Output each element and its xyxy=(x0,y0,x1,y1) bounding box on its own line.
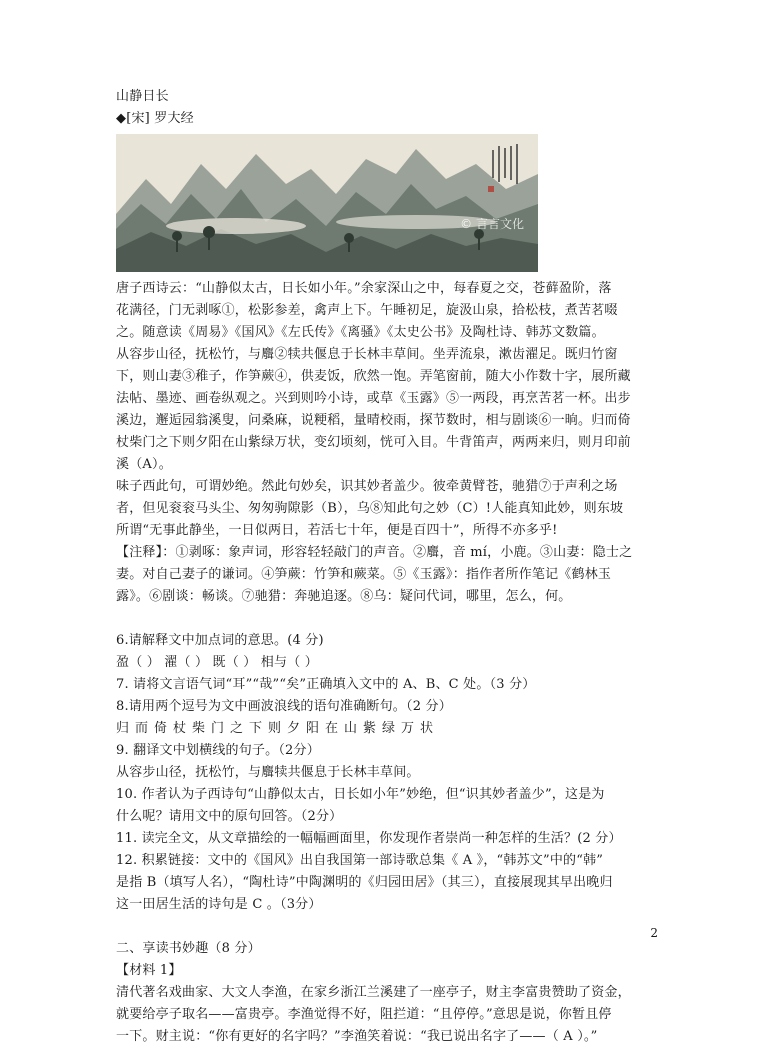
section-2-heading: 二、享读书妙趣（8 分） xyxy=(116,941,261,956)
question-6: 6.请解释文中加点词的意思。(4 分) xyxy=(116,633,324,648)
landscape-painting xyxy=(116,134,538,272)
annotation-line: 【注释】：①剥啄：象声词，形容轻轻敲门的声音。②麛，音 mí，小鹿。③山妻：隐士之 xyxy=(116,545,633,560)
spacer xyxy=(116,916,656,938)
question-9: 9. 翻译文中划横线的句子。（2分） xyxy=(116,743,320,758)
spacer xyxy=(116,608,656,630)
question-9-answer: 从容步山径，抚松竹，与麛犊共偃息于长林丰草间。 xyxy=(116,765,420,780)
passage-line: 溪边，邂逅园翁溪叟，问桑麻，说粳稻，量晴校雨，探节数时，相与剧谈⑥一晌。归而倚 xyxy=(116,413,631,428)
passage-line: 唐子西诗云：“山静似太古，日长如小年。”余家深山之中，每春夏之交，苍藓盈阶，落 xyxy=(116,281,612,296)
landscape-painting-image xyxy=(116,134,538,272)
question-12-cont: 是指 B（填写人名），“陶杜诗”中陶渊明的《归园田居》（其三），直接展现其早出晚归 xyxy=(116,875,613,890)
question-7: 7. 请将文言语气词“耳”“哉”“矣”正确填入文中的 A、B、C 处。（3 分） xyxy=(116,677,536,692)
question-10-cont: 什么呢？请用文中的原句回答。（2分） xyxy=(116,809,343,824)
passage-line: 之。随意读《周易》《国风》《左氏传》《离骚》《太史公书》及陶杜诗、韩苏文数篇。 xyxy=(116,325,605,340)
annotation-line: 妻。对自己妻子的谦词。④笋蕨：竹笋和蕨菜。⑤《玉露》：指作者所作笔记《鹤林玉 xyxy=(116,567,612,582)
material-line: 清代著名戏曲家、大文人李渔，在家乡浙江兰溪建了一座亭子，财主李富贵赞助了资金， xyxy=(116,985,631,1000)
page-number: 2 xyxy=(650,926,658,940)
material-label: 【材料 1】 xyxy=(116,963,182,978)
passage-line: 味子西此句，可谓妙绝。然此句妙矣，识其妙者盖少。彼牵黄臂苍，驰猎⑦于声利之场 xyxy=(116,479,618,494)
page-content xyxy=(116,86,656,1048)
material-line: 就要给亭子取名——富贵亭。李渔觉得不好，阻拦道：“且停停。”意思是说，你暂且停 xyxy=(116,1007,612,1022)
question-12-cont: 这一田居生活的诗句是 C 。（3分） xyxy=(116,897,322,912)
annotation-line: 露》。⑥剧谈：畅谈。⑦驰猎：奔驰追逐。⑧乌：疑问代词，哪里，怎么，何。 xyxy=(116,589,572,604)
question-8-text: 归而倚杖柴门之下则夕阳在山紫绿万状 xyxy=(116,721,440,736)
passage-line: 者，但见衮衮马头尘、匆匆驹隙影（B），乌⑧知此句之妙（C）!人能真知此妙，则东坡 xyxy=(116,501,624,516)
passage-line: 下，则山妻③稚子，作笋蕨④，供麦饭，欣然一饱。弄笔窗前，随大小作数十字，展所藏 xyxy=(116,369,631,384)
question-8: 8.请用两个逗号为文中画波浪线的语句准确断句。（2 分） xyxy=(116,699,452,714)
passage-line: 杖柴门之下则夕阳在山紫绿万状，变幻顷刻，恍可入目。牛背笛声，两两来归，则月印前 xyxy=(116,435,631,450)
material-line: 一下。财主说：“你有更好的名字吗？”李渔笑着说：“我已说出名字了——（ A ）。” xyxy=(116,1029,598,1044)
passage-line: 花满径，门无剥啄①，松影参差，禽声上下。午睡初足，旋汲山泉，拾松枝，煮苦茗啜 xyxy=(116,303,618,318)
question-6-items: 盈（ ） 濯（ ） 既（ ） 相与（ ） xyxy=(116,655,318,670)
poem-title: 山静日长 xyxy=(116,89,169,104)
passage-line: 所谓“无事此静坐，一日似两日，若活七十年，便是百四十”，所得不亦多乎! xyxy=(116,523,558,538)
question-10: 10. 作者认为子西诗句“山静似太古，日长如小年”妙绝，但“识其妙者盖少”，这是为 xyxy=(116,787,605,802)
author-line: ◆[宋] 罗大经 xyxy=(116,111,194,126)
passage-line: 溪（A）。 xyxy=(116,457,172,472)
question-11: 11. 读完全文，从文章描绘的一幅幅画面里，你发现作者崇尚一种怎样的生活？(2 分） xyxy=(116,831,622,846)
question-12: 12. 积累链接：文中的《国风》出自我国第一部诗歌总集《 A 》，“韩苏文”中的“韩” xyxy=(116,853,604,868)
passage-line: 法帖、墨迹、画卷纵观之。兴到则吟小诗，或草《玉露》⑤一两段，再烹苦茗一杯。出步 xyxy=(116,391,631,406)
passage-line: 从容步山径，抚松竹，与麛②犊共偃息于长林丰草间。坐弄流泉，漱齿濯足。既归竹窗 xyxy=(116,347,618,362)
painting-watermark: © 言言文化 xyxy=(460,217,524,231)
